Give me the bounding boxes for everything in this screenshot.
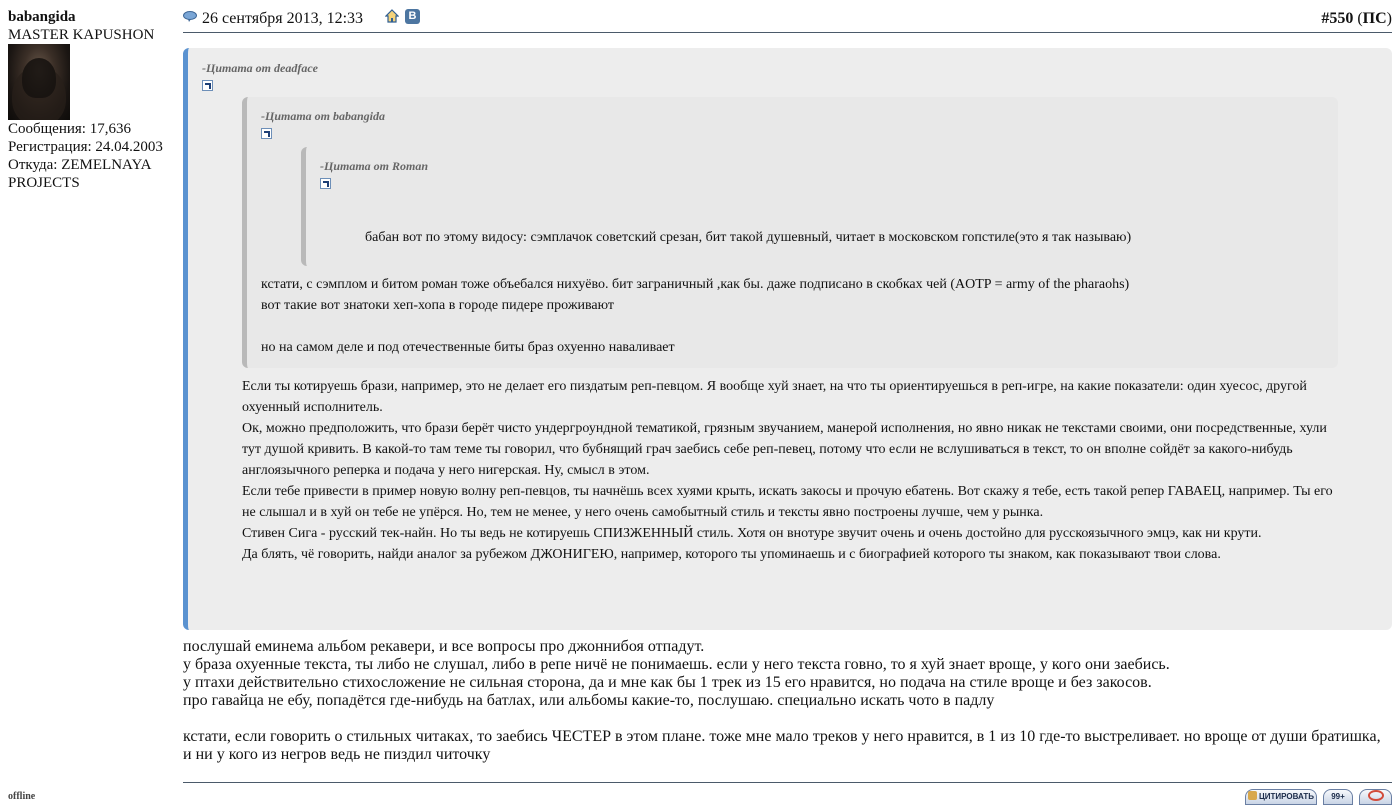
- user-sidebar: [8, 8, 178, 192]
- quote-text-block: [261, 274, 1324, 358]
- quote-author: -Цитата от Roman: [320, 159, 429, 173]
- body-line: послушай еминема альбом рекавери, и все вопросы про джоннибоя отпадут.: [183, 638, 705, 655]
- quote-babangida: [242, 97, 1338, 368]
- post-header: [183, 8, 1392, 33]
- quote-line: Стивен Сига - русский тек-найн. Но ты ведь не котируешь СПИЗЖЕННЫЙ стиль. Хотя он внотуре звучит очень и очень достойно для русскоязычного эмцэ, как ни крути.: [242, 526, 1262, 541]
- post-body: [183, 638, 1392, 764]
- reply-button[interactable]: [1359, 789, 1392, 805]
- body-line: кстати, если говорить о стильных читаках, то заебись ЧЕСТЕР в этом плане. тоже мне мало треков у него нравится, в 1 из 10 где-то выстреливает. но вроще от души братишка, и ни у кого из негров ведь не пиздил читочку: [183, 728, 1381, 763]
- quote-line: Если ты котируешь брази, например, это не делает его пиздатым реп-певцом. Я вообще хуй знает, на что ты ориентируешься в реп-игре, на какие показатели: один хуесос, другой охуенный исполнитель.: [242, 379, 1307, 415]
- post-footer: [183, 782, 1392, 801]
- user-location-cont: PROJECTS: [8, 175, 80, 191]
- body-line: у птахи действительно стихосложение не сильная сторона, да и мне как бы 1 трек из 15 его нравится, но подача на стиле вроще и без закосов.: [183, 674, 1152, 691]
- speech-bubble-icon: [1368, 790, 1384, 801]
- user-status: offline: [8, 791, 36, 802]
- vk-share-icon[interactable]: В: [405, 9, 420, 24]
- quote-author: -Цитата от babangida: [261, 109, 386, 123]
- goto-quote-icon[interactable]: [320, 178, 331, 189]
- quote-text-block: [202, 376, 1378, 565]
- quote-button-label: ЦИТИРОВАТЬ: [1258, 792, 1315, 801]
- goto-quote-icon[interactable]: [202, 80, 213, 91]
- quote-line: Ок, можно предположить, что брази берёт чисто ундергроундной тематикой, грязным звучанием, манерой исполнения, но явно никак не текстами своими, они посредственные, хули тут душой кривить. В какой-то там теме ты говорил, что бубнящий грач заебись себе реп-певец, потому что если не вслушиваться в текст, то он вполне сойдёт за какого-нибудь англоязычного реперка и подача у него нигерская. Ну, смысл в этом.: [242, 421, 1327, 478]
- quote-line: но на самом деле и под отечественные биты браз охуенно наваливает: [261, 340, 675, 355]
- body-line: у браза охуенные текста, ты либо не слушал, либо в репе ничё не понимаешь. если у него текста говно, то я хуй знает вроще, у кого они заебись.: [183, 656, 1170, 673]
- body-line: про гавайца не ебу, попадётся где-нибудь на батлах, или альбомы какие-то, послушаю. специально искать чото в падлу: [183, 692, 995, 709]
- post-tag[interactable]: ПС: [1362, 10, 1387, 27]
- quote-author: -Цитата от deadface: [202, 61, 318, 75]
- user-registered: Регистрация: 24.04.2003: [8, 139, 163, 155]
- quote-line: Если тебе привести в пример новую волну реп-певцов, ты начнёшь всех хуями крыть, искать закосы и прочую ебатень. Вот скажу я тебе, есть такой репер ГАВАЕЦ, например. Ты его не слышал и в хуй он тебе не упёрся. Но, тем не менее, у него очень самобытный стиль и тексты явно построены лучше, чем у рынка.: [242, 484, 1333, 520]
- home-icon[interactable]: [385, 9, 399, 23]
- multiquote-button[interactable]: 99+: [1323, 789, 1353, 805]
- user-title: MASTER KAPUSHON: [8, 27, 155, 43]
- post-date: 26 сентября 2013, 12:33: [202, 10, 364, 27]
- user-location: Откуда: ZEMELNAYA: [8, 157, 152, 173]
- quote-line: Да блять, чё говорить, найди аналог за рубежом ДЖОНИГЕЮ, например, которого ты упоминаешь и с биографией которого ты знаком, как показывают твои слова.: [242, 547, 1221, 562]
- quote-line: кстати, с сэмплом и битом роман тоже объебался нихуёво. бит заграничный ,как бы. даже подписано в скобках чей (AOTP = army of the pharaohs): [261, 277, 1130, 292]
- quote-icon: [1248, 791, 1257, 800]
- post-number-value[interactable]: #550: [1321, 10, 1354, 27]
- goto-quote-icon[interactable]: [261, 128, 272, 139]
- quote-button[interactable]: [1245, 789, 1317, 805]
- username[interactable]: babangida: [8, 9, 76, 25]
- user-messages: Сообщения: 17,636: [8, 121, 131, 137]
- avatar: [8, 44, 70, 120]
- quote-text: бабан вот по этому видосу: сэмплачок советский срезан, бит такой душевный, читает в московском гопстиле(это я так называю): [365, 230, 1132, 245]
- quote-deadface: [183, 48, 1392, 630]
- post-number[interactable]: #550 (ПС): [1321, 10, 1392, 27]
- quote-roman: [301, 147, 1324, 266]
- quote-line: вот такие вот знатоки хеп-хопа в городе пидере проживают: [261, 298, 615, 313]
- post-icon: [183, 11, 197, 22]
